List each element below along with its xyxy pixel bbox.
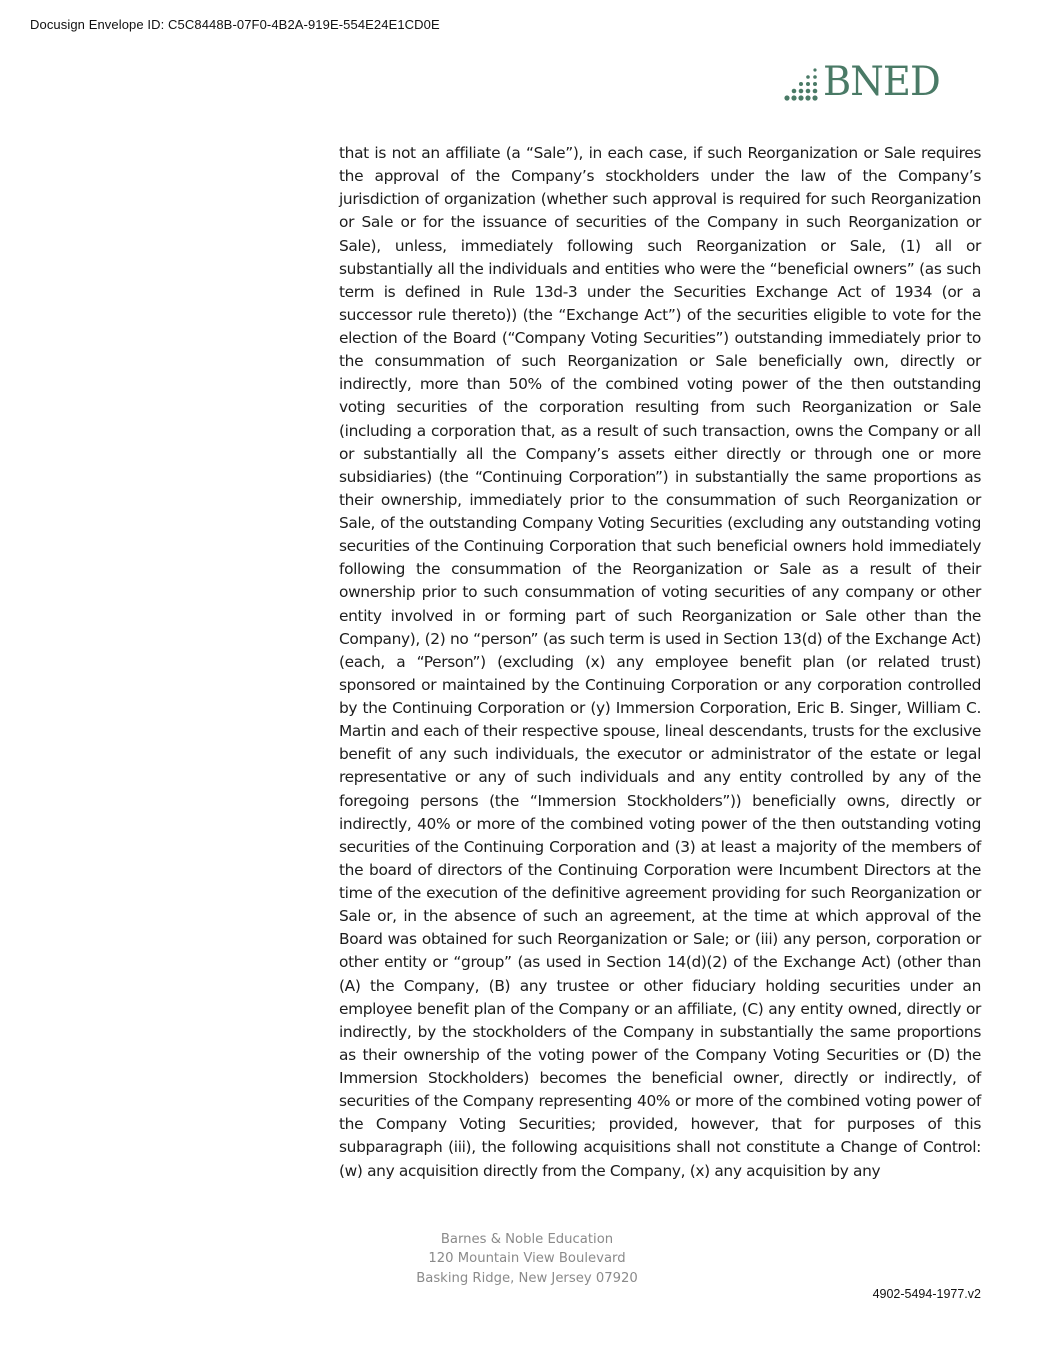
address-line-street: 120 Mountain View Boulevard: [428, 1251, 626, 1267]
body-paragraph: that is not an affiliate (a “Sale”), in each case, if such Reorganization or Sale requires the approval of the Company’s stockholders under the law of the Company’s jurisdiction of organization (whether such approval is required for such Reorganization or Sale or for the issuance of securities of the Company in such Reorganization or Sale), unless, immediately following such Reorganization or Sale, (1) all or substantially all the individuals and entities who were the “beneficial owners” (as such term is defined in Rule 13d-3 under the Securities Exchange Act of 1934 (or a successor rule thereto)) (the “Exchange Act”) of the securities eligible to vote for the election of the Board (“Company Voting Securities”) outstanding immediately prior to the consummation of such Reorganization or Sale beneficially own, directly or indirectly, more than 50% of the combined voting power of the then outstanding voting securities of the corporation resulting from such Reorganization or Sale (including a corporation that, as a result of such transaction, owns the Company or all or substantially all the Company’s assets either directly or through one or more subsidiaries) (the “Continuing Corporation”) in substantially the same proportions as their ownership, immediately prior to the consummation of such Reorganization or Sale, of the outstanding Company Voting Securities (excluding any outstanding voting securities of the Continuing Corporation that such beneficial owners hold immediately following the consummation of the Reorganization or Sale as a result of their ownership prior to such consummation of voting securities of any company or other entity involved in or forming part of such Reorganization or Sale other than the Company), (2) no “person” (as such term is used in Section 13(d) of the Exchange Act) (each, a “Person”) (excluding (x) any employee benefit plan (or related trust) sponsored or maintained by the Continuing Corporation or any corporation controlled by the Continuing Corporation or (y) Immersion Corporation, Eric B. Singer, William C. Martin and each of their respective spouse, lineal descendants, trusts for the exclusive benefit of any such individuals, the executor or administrator of the estate or legal representative or any of such individuals and any entity controlled by any of the foregoing persons (the “Immersion Stockholders”)) beneficially owns, directly or indirectly, 40% or more of the combined voting power of the then outstanding voting securities of the Continuing Corporation and (3) at least a majority of the members of the board of directors of the Continuing Corporation were Incumbent Directors at the time of the execution of the definitive agreement providing for such Reorganization or Sale or, in the absence of such an agreement, at the time at which approval of the Board was obtained for such Reorganization or Sale; or (iii) any person, corporation or other entity or “group” (as used in Section 14(d)(2) of the Exchange Act) (other than (A) the Company, (B) any trustee or other fiduciary holding securities under an employee benefit plan of the Company or an affiliate, (C) any entity owned, directly or indirectly, by the stockholders of the Company in substantially the same proportions as their ownership of the voting power of the Company Voting Securities or (D) the Immersion Stockholders) becomes the beneficial owner, directly or indirectly, of securities of the Company representing 40% or more of the combined voting power of the Company Voting Securities; provided, however, that for purposes of this subparagraph (iii), the following acquisitions shall not constitute a Change of Control: (w) any acquisition directly from the Company, (x) any acquisition by any: [339, 144, 981, 1180]
bned-logo: [784, 58, 974, 105]
document-number: 4902-5494-1977.v2: [872, 1287, 981, 1301]
footer-address: [400, 1230, 654, 1288]
address-line-city: Basking Ridge, New Jersey 07920: [416, 1270, 638, 1286]
docusign-envelope-id: Docusign Envelope ID: C5C8448B-07F0-4B2A-919E-554E24E1CD0E: [30, 17, 440, 32]
logo-text: BNED: [823, 59, 940, 105]
address-line-company: Barnes & Noble Education: [440, 1232, 614, 1247]
logo-dots-icon: [784, 62, 822, 102]
